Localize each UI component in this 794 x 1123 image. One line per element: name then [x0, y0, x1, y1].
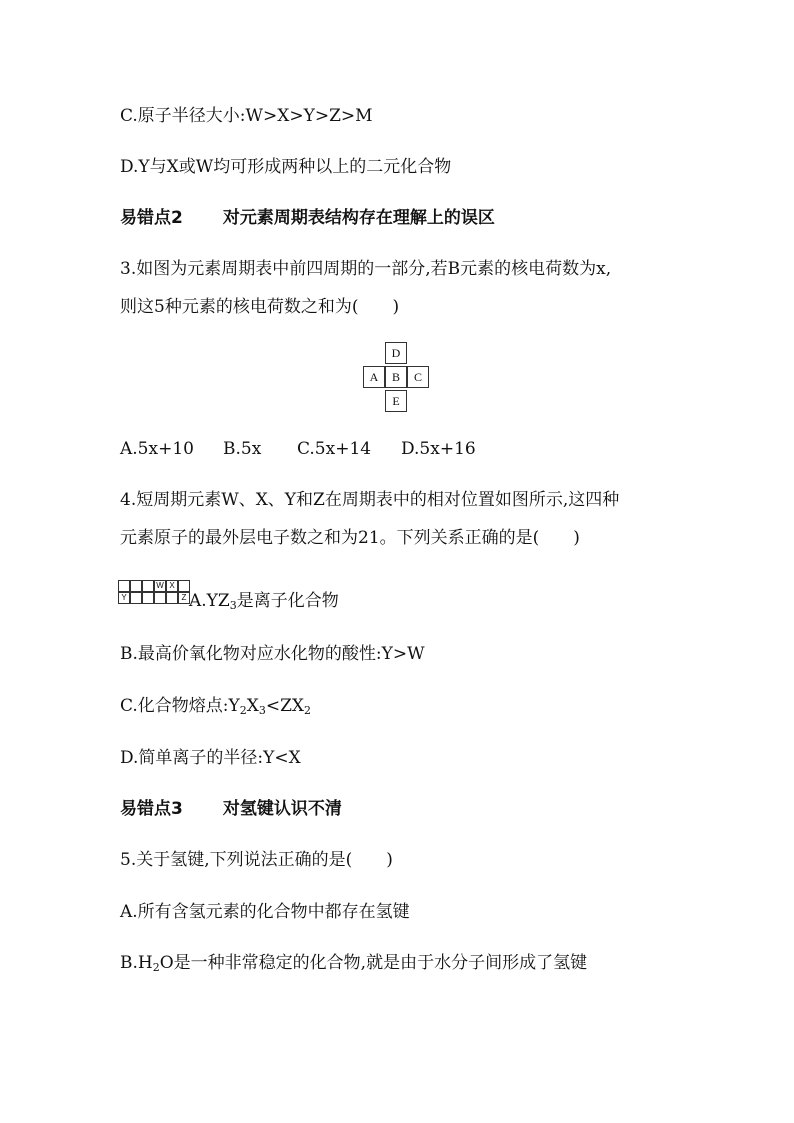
section2-heading — [120, 206, 495, 230]
q4-line1: 4.短周期元素W、X、Y和Z在周期表中的相对位置如图所示,这四种 — [120, 490, 620, 510]
q4-a-suffix: 是离子化合物 — [236, 591, 339, 611]
section3-title: 对氢键认识不清 — [222, 799, 342, 819]
q4-a-prefix: A.YZ — [189, 591, 230, 611]
cross-cell-b: B — [385, 366, 407, 388]
section3-heading — [120, 797, 342, 821]
q3-option-c[interactable]: C.5x+14 — [297, 439, 372, 459]
q4-option-a[interactable] — [189, 589, 339, 613]
grid-cell-empty — [130, 580, 142, 592]
q3-line2: 则这5种元素的核电荷数之和为( ) — [120, 297, 400, 317]
q4-c-sub3: 2 — [304, 704, 312, 717]
q3-option-a[interactable]: A.5x+10 — [120, 439, 194, 459]
q4-c-sub2: 3 — [258, 704, 266, 717]
q4-option-b[interactable]: B.最高价氧化物对应水化物的酸性:Y>W — [120, 644, 425, 664]
q5-b-prefix: B.H — [120, 953, 153, 973]
cross-cell-c: C — [407, 366, 429, 388]
grid-cell-z: Z — [178, 592, 190, 604]
cross-cell-a: A — [363, 366, 385, 388]
q4-c-prefix: C.化合物熔点:Y — [120, 696, 240, 716]
q4-option-d[interactable]: D.简单离子的半径:Y<X — [120, 748, 301, 768]
q3-option-b[interactable]: B.5x — [223, 439, 262, 459]
q5-option-b[interactable] — [120, 951, 587, 975]
grid-cell-y: Y — [118, 592, 130, 604]
q5-line: 5.关于氢键,下列说法正确的是( ) — [120, 850, 393, 870]
q3-options — [120, 437, 481, 461]
q5-b-suffix: O是一种非常稳定的化合物,就是由于水分子间形成了氢键 — [159, 953, 588, 973]
q5-b-sub: 2 — [152, 961, 160, 974]
grid-cell-empty — [166, 592, 178, 604]
grid-cell-w: W — [154, 580, 166, 592]
section2-title: 对元素周期表结构存在理解上的误区 — [222, 208, 495, 228]
section3-label: 易错点3 — [120, 799, 183, 819]
grid-cell-empty — [118, 580, 130, 592]
section2-label: 易错点2 — [120, 208, 183, 228]
grid-cell-x: X — [166, 580, 178, 592]
grid-cell-empty — [154, 592, 166, 604]
q3-line1: 3.如图为元素周期表中前四周期的一部分,若B元素的核电荷数为x, — [120, 259, 612, 279]
q4-a-sub: 3 — [229, 599, 237, 612]
q4-line2: 元素原子的最外层电子数之和为21。下列关系正确的是( ) — [120, 528, 580, 548]
periodic-grid-figure — [118, 580, 188, 606]
grid-cell-empty — [130, 592, 142, 604]
grid-cell-empty — [142, 580, 154, 592]
q4-c-sub1: 2 — [239, 704, 247, 717]
grid-cell-empty — [142, 592, 154, 604]
q5-option-a[interactable]: A.所有含氢元素的化合物中都存在氢键 — [120, 902, 410, 922]
cross-cell-d: D — [385, 342, 407, 364]
line-c-option: C.原子半径大小:W>X>Y>Z>M — [120, 106, 373, 126]
q3-option-d[interactable]: D.5x+16 — [401, 439, 476, 459]
periodic-cross-figure — [361, 342, 431, 412]
q4-c-mid1: X — [246, 696, 259, 716]
q4-c-mid2: <ZX — [265, 696, 305, 716]
cross-cell-e: E — [385, 390, 407, 412]
line-d-option: D.Y与X或W均可形成两种以上的二元化合物 — [120, 157, 452, 177]
q4-option-c[interactable] — [120, 694, 311, 718]
